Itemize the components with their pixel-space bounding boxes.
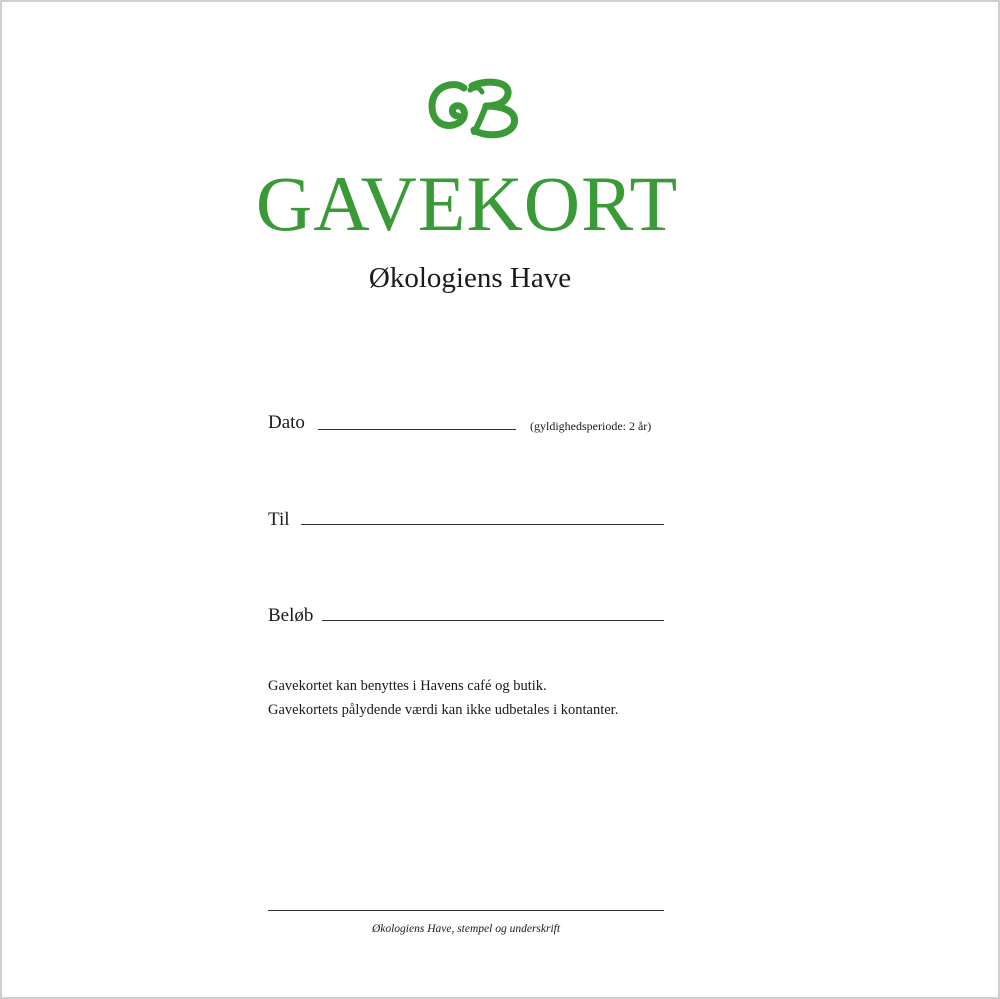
- cb-monogram-icon: [424, 76, 524, 140]
- gift-card-title: GAVEKORT: [255, 160, 679, 247]
- terms-line: Gavekortet kan benyttes i Havens café og butik.: [268, 678, 547, 694]
- terms-text: [268, 674, 688, 722]
- validity-note: (gyldighedsperiode: 2 år): [530, 419, 652, 433]
- date-field[interactable]: [318, 429, 516, 430]
- terms-line: Gavekortets pålydende værdi kan ikke udbetales i kontanter.: [268, 702, 619, 718]
- signature-caption: Økologiens Have, stempel og underskrift: [371, 923, 561, 935]
- shop-name: Økologiens Have: [368, 262, 572, 294]
- amount-field[interactable]: [322, 620, 664, 621]
- signature-line[interactable]: [268, 910, 664, 911]
- to-field[interactable]: [301, 524, 664, 525]
- amount-label: Beløb: [268, 605, 314, 626]
- date-label: Dato: [268, 412, 305, 433]
- to-label: Til: [268, 509, 290, 530]
